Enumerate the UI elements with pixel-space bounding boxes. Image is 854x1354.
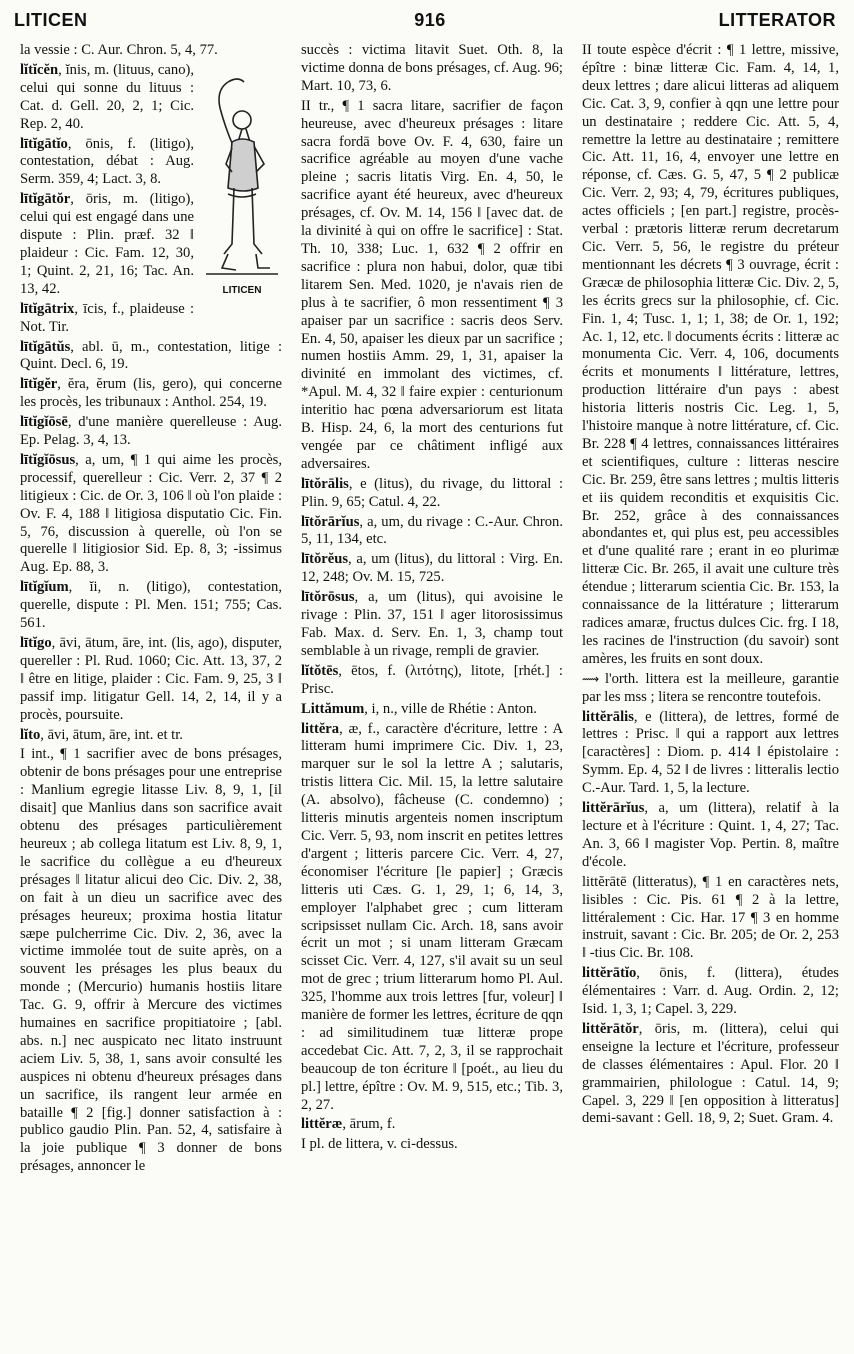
entry: lītŏrālis, e (litus), du rivage, du littoral : Plin. 9, 65; Catul. 4, 22. (301, 475, 563, 510)
headword: lītĭgātŭs (20, 338, 71, 355)
headword: lĭtŏtēs (301, 662, 339, 679)
entry: lĭtĭcĕn, ĭnis, m. (lituus, cano), celui qui sonne du lituus : Cat. d. Gell. 20, 2, 1; Cic. Rep. 2, 40. (20, 61, 194, 132)
entry: II toute espèce d'écrit : ¶ 1 lettre, missive, épître : binæ litteræ Cic. Fam. 4, 14, 1, deux lettres ; dare alicui litteras ad aliquem Cic. Cat. 3, 9, confier à qqn une lettre pour un destinataire ; reddere Cic. Att. 5, 4, remettre la lettre au destinataire ; remittere Cic. Att. 11, 16, 4, envoyer une lettre en réponse, cf. Cæs. G. 5, 47, 5 ¶ 2 publicæ Cic. Verr. 2, 93; 4, 79, écritures publiques, actes officiels ; [en part.] registre, procès-verbal : prætoris litteræ rerum decretarum Cic. Verr. 5, 56, le registre du préteur mentionnant les décrets ¶ 3 ouvrage, écrit : Græcæ de philosophia litteræ Cic. Div. 2, 5, les écrits grecs sur la philosophie, cf. Cic. Fin. 1, 4; Tusc. 1, 1; 1, 38; de Or. 1, 192; Ac. 1, 12, etc. ‖ documents écrits : litteræ ac monumenta Cic. Verr. 4, 106, documents écrits et monuments ‖ littérature, lettres, production littéraire d'un pays : abest historia litteris nostris Cic. Leg. 1, 5, l'histoire manque à notre littérature, cf. Cic. Br. 228 ¶ 4 lettres, connaissances littéraires et scientifiques, culture : litteras nescire Cic. Br. 259, être sans lettres ; multis litteris et iis quidem reconditis et exquisitis Cic. Br. 252, grâce à des connaissances abondantes et, qui plus est, peu accessibles et d'une qualité rare ; erant in eo plurimæ litteræ Cic. Br. 265, il avait une culture très étendue ; litterarum scientia Cic. Br. 153, la connaissance de la littérature ; litterarum radices amaræ, fructus dulces Cic. frg. I 18, les racines de l'instruction (du savoir) sont amères, les fruits en sont doux. (582, 42, 839, 667)
entry: I pl. de littera, v. ci-dessus. (301, 1136, 458, 1153)
header-first-word: LITICEN (14, 10, 88, 30)
header-last-word: LITTERATOR (718, 10, 836, 30)
headword: lītĭgĭum (20, 579, 69, 596)
entry: succès : victima litavit Suet. Oth. 8, la victime donna de bons présages, cf. Aug. 96; Mart. 10, 73, 6. (301, 42, 563, 94)
entry: lītĭgo, āvi, ātum, āre, int. (lis, ago), disputer, quereller : Pl. Rud. 1060; Cic. Att. 13, 37, 2 ‖ être en litige, plaider : Cic. Fam. 9, 25, 3 ‖ passif imp. litigatur Gell. 14, 2, 14, il y a procès, poursuite. (20, 635, 282, 723)
entry: lĭtŏtēs, ētos, f. (λιτότης), litote, [rhét.] : Prisc. (301, 662, 563, 697)
entry: lītĭgātĭo, ōnis, f. (litigo), contestation, débat : Aug. Serm. 359, 4; Lact. 3, 8. (20, 135, 194, 188)
entry: littĕrātĭo, ōnis, f. (littera), études élémentaires : Varr. d. Aug. Ordin. 2, 12; Isid. 1, 3, 1; Capel. 3, 229. (582, 965, 839, 1018)
headword: lītĭgĭōsē (20, 414, 68, 431)
entry: Littămum, i, n., ville de Rhétie : Anton. (301, 700, 537, 717)
headword: lītĭgātrix (20, 300, 75, 317)
entry: lītĭgātrix, īcis, f., plaideuse : Not. Tir. (20, 300, 194, 335)
headword: littĕræ (301, 1116, 343, 1133)
headword: littĕrātĭo (582, 965, 637, 982)
entry: littĕrālis, e (littera), de lettres, formé de lettres : Prisc. ‖ qui a rapport aux lettres [caractères] : Diom. p. 414 ‖ épistolaire : Symm. Ep. 4, 52 ‖ de livres : litteralis lectio C.-Aur. Tard. 1, 5, la lecture. (582, 708, 839, 797)
entry: littĕra, æ, f., caractère d'écriture, lettre : A litteram humi imprimere Cic. Div. 1, 23, marquer sur le sol la lettre A ; salutaris, tristis littera Cic. Mil. 15, la lettre salutaire (A. absolvo), fâcheuse (C. condemno) ; litteris minutis argenteis nomen inscriptum Cic. Verr. 5, 93, nom inscrit en petites lettres d'argent ; litteris parcere Cic. Verr. 4, 27, économiser l'écriture [le papier] ; Græcis litteris uti Cæs. G. 1, 29, 1; 6, 14, 3, employer l'alphabet grec ; cum litteram scripsisset nullam Cic. Arch. 18, sans avoir écrit un mot ; si unam litteram Græcam scisset Cic. Verr. 4, 127, s'il avait su un seul mot de grec ; trium litterarum homo Pl. Aul. 325, l'homme aux trois lettres [fur, voleur] ‖ manière de former les lettres, écriture de qqn : ad similitudinem tuæ litteræ prope accedebat Cic. Att. 7, 2, 3, il se rapprochait beaucoup de ton écriture ‖ [poét., au lieu du pl.] lettre, épître : Ov. M. 9, 515, etc.; Tib. 3, 2, 27. (301, 720, 563, 1113)
headword: lītĭgātŏr (20, 191, 71, 208)
orthography-note (582, 671, 839, 707)
entry: lītĭgĭōsē, d'une manière querelleuse : Aug. Ep. Pelag. 3, 4, 13. (20, 414, 282, 449)
entry: littĕræ, ārum, f. (301, 1116, 396, 1133)
entry: lītŏrārĭus, a, um, du rivage : C.-Aur. Chron. 5, 11, 134, etc. (301, 513, 563, 548)
headword: lītŏrōsus (301, 589, 355, 606)
entry: littĕrātŏr, ōris, m. (littera), celui qui enseigne la lecture et l'écriture, professeur de classes élémentaires : Apul. Flor. 20 ‖ grammairien, philologue : Catul. 14, 9; Capel. 3, 229 ‖ [en opposition à litteratus] demi-savant : Gell. 18, 9, 2; Suet. Gram. 4. (582, 1020, 839, 1127)
headword: littĕrātŏr (582, 1020, 639, 1037)
headword: lĭto (20, 726, 41, 743)
entry: lītĭgĭōsus, a, um, ¶ 1 qui aime les procès, processif, querelleur : Cic. Verr. 2, 37 ¶ 2 litigieux : Cic. de Or. 3, 106 ‖ où l'on plaide : Ov. F. 4, 188 ‖ litigiosa disputatio Cic. Fin. 5, 76, discussion à querelle, où l'on se querelle ‖ litigiosior Sid. Ep. 8, 3; -issimus Aug. Ep. 88, 3. (20, 451, 282, 576)
entry: lītĭgātŭs, abl. ū, m., contestation, litige : Quint. Decl. 6, 19. (20, 338, 282, 373)
headword: lītĭgĕr (20, 376, 58, 393)
headword: lītĭgo (20, 635, 52, 651)
entry: II tr., ¶ 1 sacra litare, sacrifier de façon heureuse, avec d'heureux présages : litare sacra fordā bove Ov. F. 4, 630, faire un sacrifice agréable au moyen d'une vache pleine ; sacris litatis Virg. En. 4, 50, le sacrifice ayant été heureux, avec d'heureux présages, cf. Ov. M. 14, 156 ‖ [avec dat. de la divinité à qui on offre le sacrifice] : Stat. Th. 10, 338; Luc. 1, 632 ¶ 2 offrir en sacrifice : plura non habui, dolor, quæ tibi litarem Sen. Med. 1020, je n'avais rien de plus à te sacrifier, ô mon ressentiment ¶ 3 apaiser par un sacrifice : sacris deos Serv. En. 4, 50, apaiser les dieux par un sacrifice ; numen hostiis Amm. 29, 1, 31, apaiser la divinité en immolant des victimes, cf. *Apul. M. 4, 32 ‖ faire expier : centurionum interitio hac pœna adversariorum est litata B. Hisp. 24, 6, la mort des centurions fut vengée par ce châtiment infligé aux adversaires. (301, 97, 563, 472)
headword: littĕra (301, 720, 340, 737)
entry: lītŏrōsus, a, um (litus), qui avoisine le rivage : Plin. 37, 151 ‖ ager litorosissimus Fab. Max. d. Serv. En. 1, 3, champ tout semblable à un rivage, rempli de gravier. (301, 589, 563, 659)
headword: lītŏrĕus (301, 551, 349, 568)
entry: lītŏrĕus, a, um (litus), du littoral : Virg. En. 12, 248; Ov. M. 15, 725. (301, 551, 563, 586)
page-number: 916 (414, 10, 446, 30)
running-header (0, 6, 854, 34)
entry: lītĭgātŏr, ōris, m. (litigo), celui qui est engagé dans une dispute : Plin. præf. 32 ‖ plaideur : Cic. Fam. 12, 30, 1; Quint. 2, 21, 16; Tac. An. 13, 42. (20, 191, 194, 297)
headword: lītŏrālis (301, 475, 349, 492)
headword: lĭtĭcĕn (20, 61, 59, 78)
column-3 (582, 42, 839, 1348)
entry: lītĭgĕr, ĕra, ĕrum (lis, gero), qui concerne les procès, les tribunaux : Anthol. 254, 19. (20, 376, 282, 411)
arrow-icon: ⟿ (582, 671, 599, 686)
headword: lītĭgātĭo (20, 135, 68, 152)
entry: lītĭgĭum, ĭi, n. (litigo), contestation, querelle, dispute : Pl. Men. 151; 755; Cas. 561. (20, 579, 282, 632)
headword: littĕrārĭus (582, 800, 645, 817)
headword: littĕrālis (582, 708, 634, 725)
entry: la vessie : C. Aur. Chron. 5, 4, 77. (20, 42, 218, 58)
trumpeter-figure (198, 68, 282, 282)
entry: littĕrātē (litteratus), ¶ 1 en caractères nets, lisibles : Cic. Pis. 61 ¶ 2 à la lettre, littéralement : Cic. Har. 17 ¶ 3 en homme instruit, savant : Cic. Br. 205; de Or. 2, 253 ‖ -tius Cic. Br. 108. (582, 873, 839, 962)
note-text: l'orth. littera est la meilleure, garantie par les mss ; litera se rencontre toutefois. (582, 670, 839, 705)
illustration-caption: LITICEN (222, 285, 262, 296)
entry: lĭto, āvi, ātum, āre, int. et tr. (20, 726, 183, 743)
headword: lītŏrārĭus (301, 513, 360, 530)
column-2 (301, 42, 563, 1348)
entry: I int., ¶ 1 sacrifier avec de bons présages, obtenir de bons présages pour une entreprise : Manlium egregie litasse Liv. 8, 9, 1, [il disait] que Manlius dans son sacrifice avait obtenu des présages particulièrement heureux ; ab collega litatum est Liv. 8, 9, 1, le sacrifice du collègue a eu d'heureux présages ‖ litatur alicui deo Cic. Div. 2, 38, on fait à un dieu un sacrifice avec des présages heureux; proxima hostia litatur sæpe pulcherrime Cic. Div. 2, 36, avec la victime immolée tout de suite après, on a souvent les présages les plus beaux du monde ; (Mercurio) humanis hostiis litare Tac. G. 9, offrir à Mercure des victimes humaines en sacrifice propitiatoire ; [abl. abs. n.] nec auspicato nec litato instruunt aciem Liv. 5, 38, 1, sans avoir consulté les auspices ni obtenu d'heureux présages dans un sacrifice, ils rangent leur armée en bataille ¶ 2 [fig.] donner satisfaction à : publico gaudio Plin. Pan. 52, 4, satisfaire à la joie publique ¶ 3 donner de bons présages, annoncer le (20, 746, 282, 1175)
headword: Littămum (301, 700, 365, 717)
liticen-illustration (198, 68, 282, 300)
column-1 (20, 42, 282, 1348)
entry: littĕrārĭus, a, um (littera), relatif à la lecture et à l'écriture : Quint. 1, 4, 27; Tac. An. 3, 66 ‖ magister Vop. Pertin. 8, maître d'école. (582, 800, 839, 870)
headword: lītĭgĭōsus (20, 451, 76, 468)
